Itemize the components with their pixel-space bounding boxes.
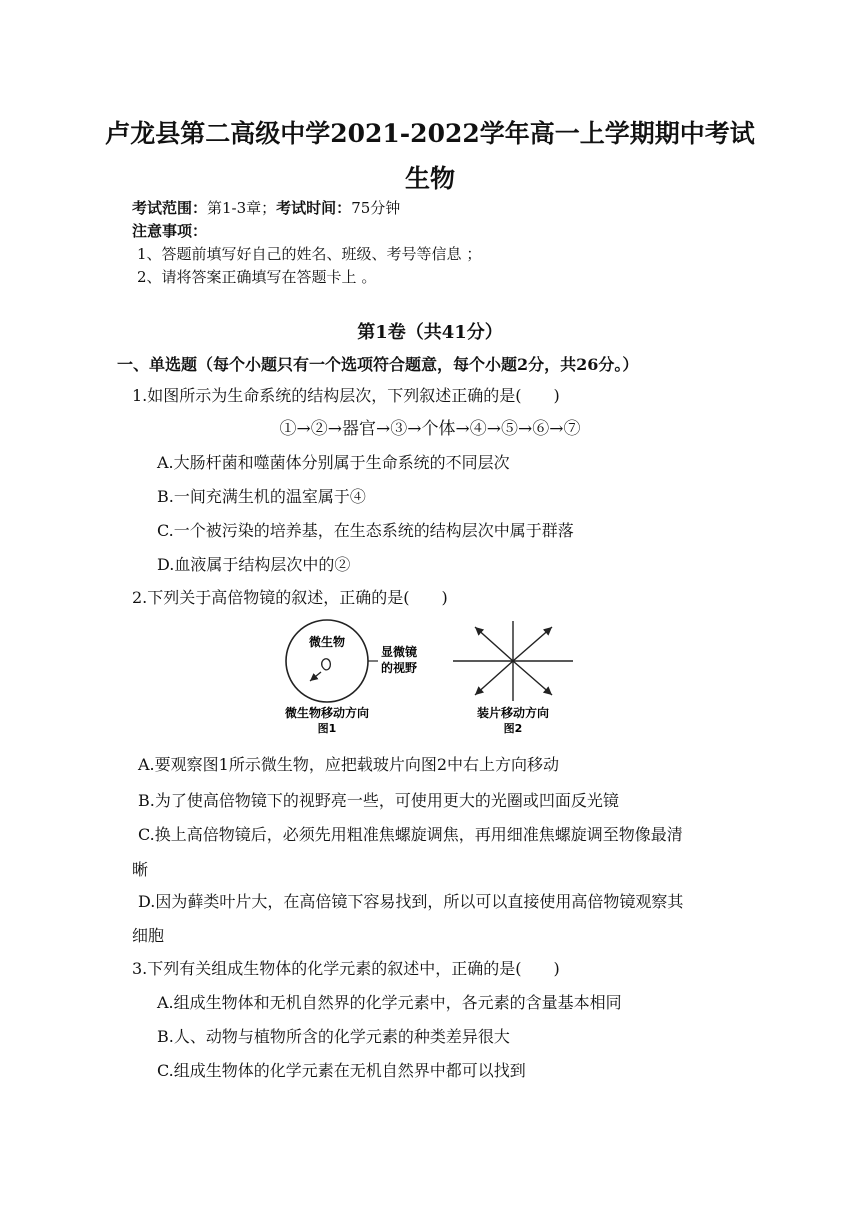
q2-option-a: A.要观察图1所示微生物，应把载玻片向图2中右上方向移动 (138, 755, 560, 774)
figure-2 (453, 621, 573, 735)
exam-title: 卢龙县第二高级中学2021-2022学年高一上学期期中考试 (105, 119, 755, 148)
fig1-label: 图1 (317, 722, 337, 735)
fig2-caption: 装片移动方向 (476, 706, 550, 720)
fig1-side-label-1: 显微镜 (381, 645, 418, 659)
time-value: 75分钟 (351, 199, 401, 217)
q1-level-chain: ①→②→器官→③→个体→④→⑤→⑥→⑦ (279, 419, 581, 439)
arrow-lower-right (513, 661, 552, 695)
exam-info-line (132, 197, 400, 218)
q3-option-c: C.组成生物体的化学元素在无机自然界中都可以找到 (157, 1061, 526, 1080)
q3-option-a: A.组成生物体和无机自然界的化学元素中，各元素的含量基本相同 (157, 993, 622, 1012)
q1-option-d: D.血液属于结构层次中的② (157, 555, 351, 574)
q1-option-b: B.一间充满生机的温室属于④ (157, 487, 366, 506)
q3-option-b: B.人、动物与植物所含的化学元素的种类差异很大 (157, 1027, 510, 1046)
view-field-circle (286, 620, 368, 702)
microbe-direction-arrow (310, 672, 321, 681)
figure-1 (285, 620, 418, 735)
q3-stem: 3.下列有关组成生物体的化学元素的叙述中，正确的是( ) (132, 959, 560, 978)
q2-option-b: B.为了使高倍物镜下的视野亮一些，可使用更大的光圈或凹面反光镜 (138, 791, 619, 810)
q2-stem: 2.下列关于高倍物镜的叙述，正确的是( ) (132, 588, 448, 607)
notes-label: 注意事项： (132, 222, 208, 240)
fig1-side-label-2: 的视野 (381, 661, 418, 675)
note-1: 1、答题前填写好自己的姓名、班级、考号等信息 ； (137, 245, 482, 263)
fig2-label: 图2 (503, 722, 523, 735)
fig1-caption: 微生物移动方向 (284, 706, 370, 720)
note-2: 2、请将答案正确填写在答题卡上 。 (137, 268, 377, 286)
time-label: 考试时间： (276, 199, 352, 217)
q2-option-d-line1: D.因为藓类叶片大，在高倍镜下容易找到，所以可以直接使用高倍物镜观察其 (138, 892, 684, 911)
microbe-shape (322, 659, 331, 670)
q2-option-d-line2: 细胞 (132, 926, 165, 945)
q2-option-c-line2: 晰 (132, 860, 149, 879)
scope-label: 考试范围： (132, 199, 208, 217)
microscope-figure (260, 614, 600, 738)
part-title: 一、单选题（每个小题只有一个选项符合题意，每个小题2分，共26分。） (117, 355, 639, 374)
arrow-upper-right (513, 627, 552, 661)
fig1-microbe-label: 微生物 (308, 635, 346, 649)
q1-option-a: A.大肠杆菌和噬菌体分别属于生命系统的不同层次 (157, 453, 510, 472)
q1-stem: 1.如图所示为生命系统的结构层次，下列叙述正确的是( ) (132, 386, 560, 405)
q1-option-c: C.一个被污染的培养基，在生态系统的结构层次中属于群落 (157, 521, 574, 540)
scope-value: 第1-3章； (207, 199, 277, 217)
subject-title: 生物 (404, 164, 455, 193)
arrow-upper-left (475, 627, 513, 661)
section-title: 第1卷（共41分） (357, 322, 503, 343)
q2-option-c-line1: C.换上高倍物镜后，必须先用粗准焦螺旋调焦，再用细准焦螺旋调至物像最清 (138, 825, 683, 844)
arrow-lower-left (475, 661, 513, 695)
